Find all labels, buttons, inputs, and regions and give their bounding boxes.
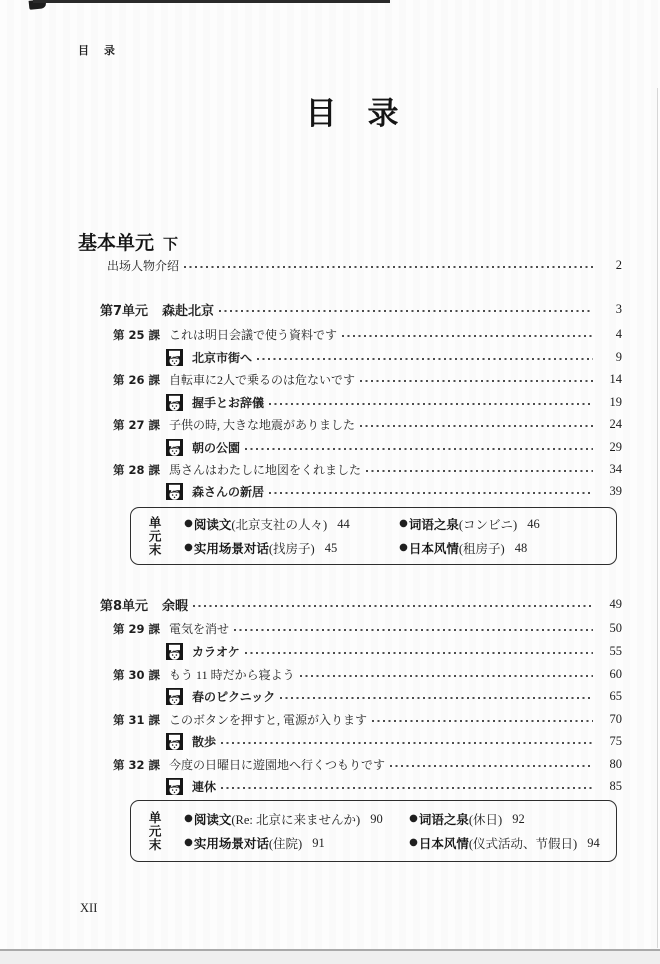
lesson-number: 第 32 課 <box>113 757 161 772</box>
unit-number: 第7单元 <box>100 304 149 319</box>
page-number: 90 <box>370 811 383 826</box>
toc-entry-unit8 <box>100 596 622 613</box>
page-number: 94 <box>587 835 600 850</box>
topic-title: 森さんの新居 <box>192 485 265 499</box>
lesson-title: 電気を消せ <box>169 622 230 636</box>
dot-leader <box>193 605 593 607</box>
page-number: 44 <box>337 516 350 531</box>
lesson-number: 第 30 課 <box>113 667 161 682</box>
dot-leader <box>366 470 593 472</box>
dot-leader <box>372 720 593 722</box>
part-volume: 下 <box>163 235 179 253</box>
page-number: 65 <box>609 689 622 703</box>
toc-entry-lesson25 <box>113 326 622 343</box>
page-number: 80 <box>609 757 622 771</box>
folio-page-number: XII <box>80 901 98 915</box>
unit-end-item: ● 实用场景对话 (住院) 91 <box>184 835 325 851</box>
unit-number: 第8单元 <box>100 599 149 614</box>
page-title: 目 录 <box>305 96 399 132</box>
topic-title: 朝の公園 <box>192 441 241 455</box>
lesson-title: これは明日会議で使う資料です <box>169 328 338 342</box>
character-face-icon <box>166 778 183 795</box>
unit-title: 余暇 <box>162 599 189 614</box>
page-number: 14 <box>609 372 622 386</box>
bullet-icon: ● <box>184 542 193 553</box>
dot-leader <box>360 425 593 427</box>
toc-entry-topic30 <box>166 688 622 705</box>
toc-entry-lesson31 <box>113 711 622 728</box>
running-header: 目 录 <box>78 44 117 57</box>
unit-end-item: ● 阅读文 (北京支社の人々) 44 <box>184 516 350 532</box>
topic-title: 連休 <box>192 780 217 794</box>
dot-leader <box>269 403 593 405</box>
dot-leader <box>269 492 593 494</box>
topic-title: 北京市街へ <box>192 351 253 365</box>
unit-end-item: ● 日本风情 (租房子) 48 <box>399 540 528 556</box>
dot-leader <box>280 697 593 699</box>
bullet-icon: ● <box>184 813 193 824</box>
scan-artifact-bottom-line <box>0 949 660 951</box>
toc-entry-intro <box>107 257 622 274</box>
dot-leader <box>245 448 593 450</box>
unit8-end-box <box>130 800 617 862</box>
dot-leader <box>219 310 593 312</box>
bullet-icon: ● <box>184 837 193 848</box>
toc-entry-topic26 <box>166 394 622 411</box>
bullet-icon: ● <box>399 542 408 553</box>
unit-end-label: 单元末 <box>147 515 163 557</box>
character-face-icon <box>166 349 183 366</box>
toc-entry-topic25 <box>166 349 622 366</box>
page-number: 46 <box>527 516 540 531</box>
toc-entry-lesson26 <box>113 371 622 388</box>
lesson-number: 第 29 課 <box>113 621 161 636</box>
page-number: 70 <box>609 712 622 726</box>
page-number: 3 <box>615 302 622 316</box>
unit-end-item: ● 实用场景对话 (找房子) 45 <box>184 540 338 556</box>
unit-end-label: 单元末 <box>147 810 163 852</box>
scan-artifact-bottom-band <box>0 951 660 964</box>
toc-entry-lesson28 <box>113 461 622 478</box>
bullet-icon: ● <box>184 518 193 529</box>
topic-title: 散歩 <box>192 735 217 749</box>
page-number: 60 <box>609 667 622 681</box>
bullet-icon: ● <box>409 837 418 848</box>
toc-entry-lesson30 <box>113 666 622 683</box>
page-number: 24 <box>609 417 622 431</box>
page-number: 50 <box>609 621 622 635</box>
character-face-icon <box>166 733 183 750</box>
page-number: 2 <box>615 258 622 272</box>
unit-end-item: ● 日本风情 (仪式活动、节假日) 94 <box>409 835 600 851</box>
dot-leader <box>257 358 593 360</box>
dot-leader <box>221 787 593 789</box>
part-heading <box>78 228 178 255</box>
bullet-icon: ● <box>399 518 408 529</box>
dot-leader <box>221 742 593 744</box>
page-number: 75 <box>609 734 622 748</box>
scan-artifact-corner <box>29 0 47 10</box>
page-number: 55 <box>609 644 622 658</box>
lesson-title: もう 11 時だから寝よう <box>169 668 295 682</box>
character-face-icon <box>166 394 183 411</box>
lesson-number: 第 26 課 <box>113 372 161 387</box>
topic-title: 春のピクニック <box>192 690 276 704</box>
toc-entry-lesson29 <box>113 620 622 637</box>
dot-leader <box>300 675 593 677</box>
page-number: 49 <box>609 597 622 611</box>
lesson-number: 第 28 課 <box>113 462 161 477</box>
character-face-icon <box>166 688 183 705</box>
character-face-icon <box>166 483 183 500</box>
scan-artifact-right-edge <box>657 88 659 948</box>
toc-entry-lesson32 <box>113 756 622 773</box>
page-number: 48 <box>514 540 528 555</box>
toc-entry-topic31 <box>166 733 622 750</box>
page-number: 45 <box>324 540 338 555</box>
dot-leader <box>234 629 593 631</box>
toc-entry-topic27 <box>166 439 622 456</box>
page-number: 34 <box>609 462 622 476</box>
topic-title: 握手とお辞儀 <box>192 396 265 410</box>
unit-end-items <box>184 810 608 852</box>
lesson-title: 今度の日曜日に遊園地へ行くつもりです <box>169 758 386 772</box>
page-number: 4 <box>615 327 622 341</box>
unit-end-item: ● 词语之泉 (休日) 92 <box>409 811 525 827</box>
toc-entry-unit7 <box>100 301 622 318</box>
toc-entry-topic32 <box>166 778 622 795</box>
page-number: 92 <box>512 811 525 826</box>
lesson-title: 子供の時, 大きな地震がありました <box>169 418 356 432</box>
lesson-title: このボタンを押すと, 電源が入ります <box>169 713 368 727</box>
character-face-icon <box>166 643 183 660</box>
dot-leader <box>342 335 593 337</box>
toc-entry-lesson27 <box>113 416 622 433</box>
entry-label: 出场人物介绍 <box>107 259 180 273</box>
unit-end-item: ● 阅读文 (Re: 北京に来ませんか) 90 <box>184 811 383 827</box>
character-face-icon <box>166 439 183 456</box>
page-number: 19 <box>609 395 622 409</box>
dot-leader <box>360 380 593 382</box>
lesson-title: 自転車に2人で乗るのは危ないです <box>169 373 356 387</box>
dot-leader <box>245 652 593 654</box>
lesson-title: 馬さんはわたしに地図をくれました <box>169 463 362 477</box>
unit-end-items <box>184 515 608 557</box>
lesson-number: 第 27 課 <box>113 417 161 432</box>
unit-title: 森赴北京 <box>162 304 215 319</box>
lesson-number: 第 31 課 <box>113 712 161 727</box>
page-number: 39 <box>609 484 622 498</box>
toc-entry-topic28 <box>166 483 622 500</box>
page-number: 91 <box>312 835 325 850</box>
page-number: 85 <box>609 779 622 793</box>
page-number: 29 <box>609 440 622 454</box>
unit-end-item: ● 词语之泉 (コンビニ) 46 <box>399 516 540 532</box>
page-number: 9 <box>615 350 622 364</box>
topic-title: カラオケ <box>192 645 240 659</box>
scan-artifact-top-edge <box>33 0 390 3</box>
bullet-icon: ● <box>409 813 418 824</box>
dot-leader <box>184 266 593 268</box>
lesson-number: 第 25 課 <box>113 327 161 342</box>
unit7-end-box <box>130 507 617 565</box>
dot-leader <box>390 765 593 767</box>
toc-entry-topic29 <box>166 643 622 660</box>
part-title: 基本单元 <box>78 232 155 254</box>
